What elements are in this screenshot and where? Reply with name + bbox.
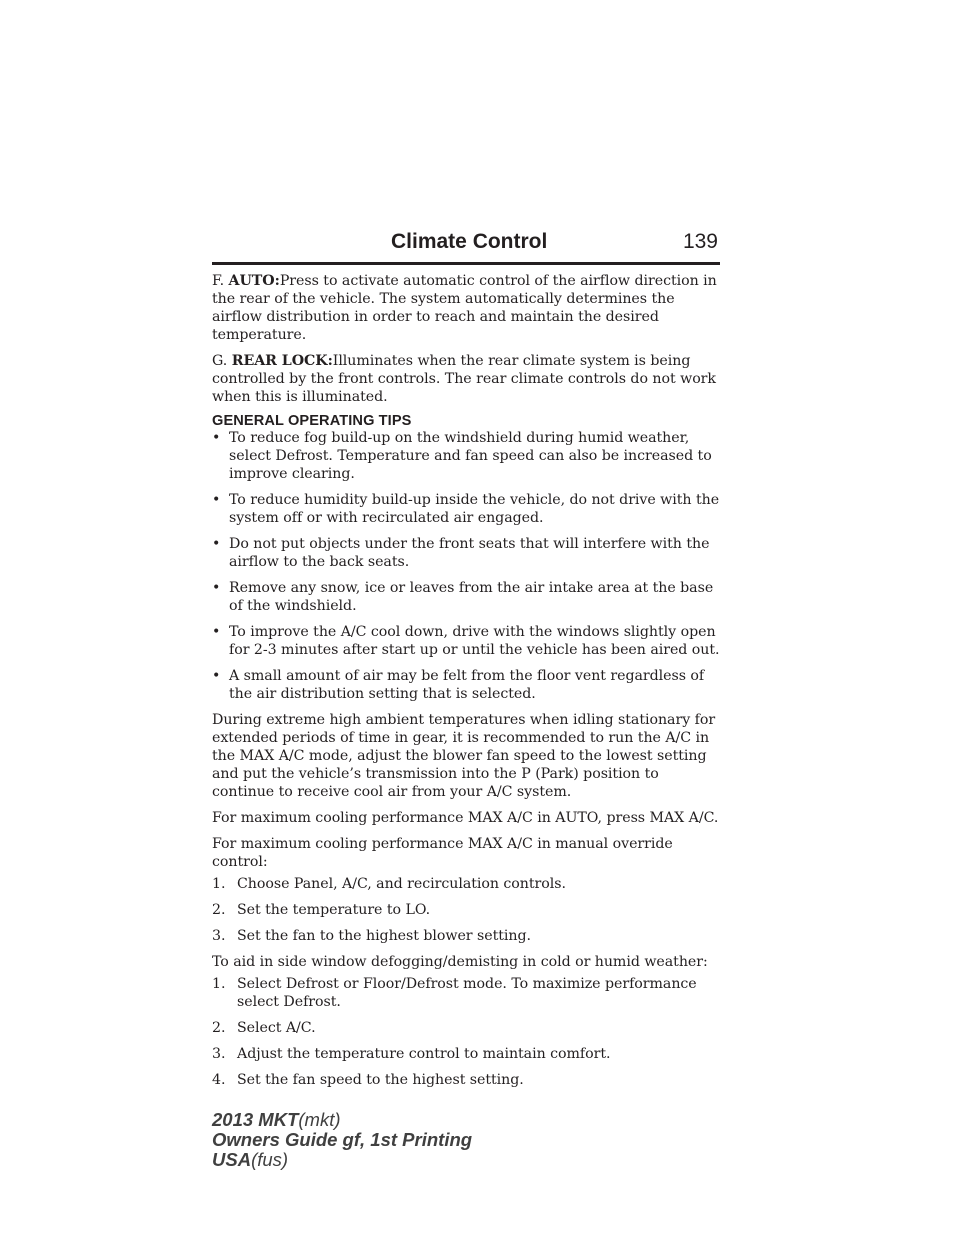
tip-text: A small amount of air may be felt from the floor vent regardless of the air distribution setting that is selected.	[229, 668, 705, 702]
item-g	[212, 352, 724, 406]
step-number: 2.	[212, 902, 226, 918]
step-text: Set the fan to the highest blower setting.	[237, 928, 531, 944]
paragraph-max-manual: For maximum cooling performance MAX A/C in manual override control:	[212, 836, 673, 870]
bullet-icon: •	[212, 492, 221, 508]
page-number: 139	[682, 230, 718, 253]
item-label: REAR LOCK:	[231, 353, 333, 369]
tip-text: To reduce humidity build-up inside the vehicle, do not drive with the system off or with recirculated air engaged.	[229, 492, 720, 526]
step-number: 3.	[212, 928, 226, 944]
step-text: Select A/C.	[237, 1020, 316, 1036]
page-body	[212, 272, 724, 1097]
tip-item	[212, 579, 724, 615]
step-text: Adjust the temperature control to maintain comfort.	[237, 1046, 611, 1062]
footer-line-model: 2013 MKT(mkt)	[212, 1109, 341, 1130]
footer-line-region: USA(fus)	[212, 1149, 289, 1170]
step-text: Choose Panel, A/C, and recirculation controls.	[237, 876, 566, 892]
bullet-icon: •	[212, 624, 221, 640]
tip-item	[212, 429, 724, 483]
tip-text: To reduce fog build-up on the windshield during humid weather, select Defrost. Temperature and fan speed can also be increased to improve clearing.	[229, 430, 712, 482]
defog-step	[212, 1045, 724, 1063]
section-heading: GENERAL OPERATING TIPS	[212, 413, 412, 429]
tip-item	[212, 667, 724, 703]
paragraph-extreme-heat: During extreme high ambient temperatures when idling stationary for extended periods of time in gear, it is recommended to run the A/C in the MAX A/C mode, adjust the blower fan speed to the lowest setting and put the vehicle’s transmission into the P (Park) position to continue to receive cool air from your A/C system.	[212, 712, 716, 800]
defog-step	[212, 1071, 724, 1089]
section-title: Climate Control	[391, 230, 548, 253]
step-number: 2.	[212, 1020, 226, 1036]
item-f	[212, 272, 724, 344]
item-label: AUTO:	[228, 273, 280, 289]
manual-step	[212, 901, 724, 919]
manual-step	[212, 927, 724, 945]
step-number: 3.	[212, 1046, 226, 1062]
tip-item	[212, 623, 724, 659]
footer-line-guide: Owners Guide gf, 1st Printing	[212, 1129, 473, 1150]
tip-text: To improve the A/C cool down, drive with the windows slightly open for 2-3 minutes after start up or until the vehicle has been aired out.	[229, 624, 720, 658]
tip-item	[212, 491, 724, 527]
bullet-icon: •	[212, 430, 221, 446]
item-text: Illuminates when the rear climate system is being controlled by the front controls. The rear climate controls do not work when this is illuminated.	[212, 353, 716, 405]
print-footer	[212, 1110, 472, 1170]
step-text: Set the fan speed to the highest setting.	[237, 1072, 524, 1088]
step-number: 1.	[212, 976, 226, 992]
item-letter: F.	[212, 273, 225, 289]
tip-text: Remove any snow, ice or leaves from the air intake area at the base of the windshield.	[229, 580, 714, 614]
bullet-icon: •	[212, 580, 221, 596]
defog-step	[212, 1019, 724, 1037]
bullet-icon: •	[212, 536, 221, 552]
item-letter: G.	[212, 353, 228, 369]
tip-item	[212, 535, 724, 571]
paragraph-defog: To aid in side window defogging/demisting in cold or humid weather:	[212, 954, 708, 970]
step-number: 4.	[212, 1072, 226, 1088]
bullet-icon: •	[212, 668, 221, 684]
step-text: Set the temperature to LO.	[237, 902, 431, 918]
page-header	[212, 228, 720, 265]
paragraph-max-auto: For maximum cooling performance MAX A/C in AUTO, press MAX A/C.	[212, 810, 719, 826]
defog-step	[212, 975, 724, 1011]
tip-text: Do not put objects under the front seats that will interfere with the airflow to the back seats.	[229, 536, 710, 570]
manual-step	[212, 875, 724, 893]
step-number: 1.	[212, 876, 226, 892]
item-text: Press to activate automatic control of the airflow direction in the rear of the vehicle. The system automatically determines the airflow distribution in order to reach and maintain the desired temperature.	[212, 273, 717, 343]
step-text: Select Defrost or Floor/Defrost mode. To maximize performance select Defrost.	[237, 976, 697, 1010]
